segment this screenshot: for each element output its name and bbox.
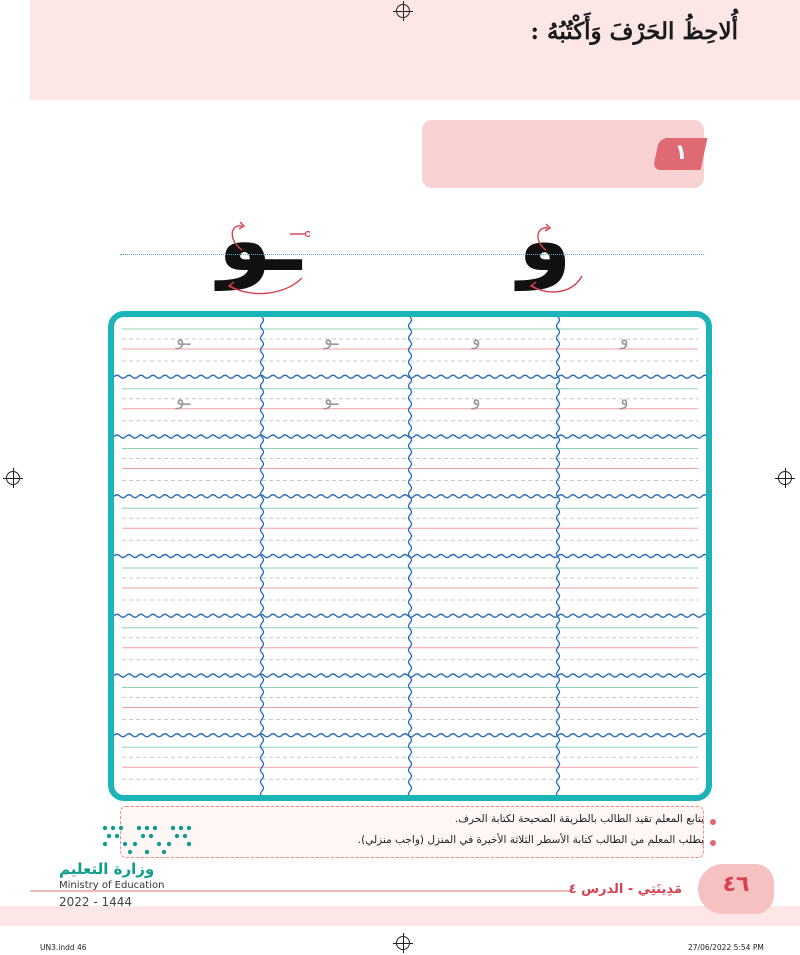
stroke-direction-arrow-icon <box>520 220 590 300</box>
teacher-note: يطلب المعلم من الطالب كتابة الأسطر الثلاثة الأخيرة في المنزل (واجب منزلي). <box>357 834 704 846</box>
practice-grid <box>108 311 712 801</box>
registration-mark-icon <box>396 936 410 950</box>
exercise-title: أُلاحِظُ الحَرْفَ وَأَكْتُبُهُ : <box>530 18 738 45</box>
letter-baseline <box>120 254 704 255</box>
unit-title: مَدِينَتِي - الدرس ٤ <box>568 882 682 897</box>
ministry-name-english: Ministry of Education <box>59 880 165 891</box>
traced-letter: و <box>472 388 481 410</box>
edition-year: 2022 - 1444 <box>59 895 133 909</box>
traced-letter: ـو <box>324 388 339 410</box>
traced-letter: و <box>472 329 481 350</box>
traced-letter: ـو <box>324 329 339 350</box>
registration-mark-icon <box>778 471 792 485</box>
practice-grid-lines <box>114 317 706 795</box>
traced-letter: ـو <box>176 388 191 410</box>
print-slug-file: UN3.indd 46 <box>40 943 87 952</box>
note-bullet-icon <box>710 840 716 846</box>
page-number: ٤٦ <box>722 872 750 897</box>
traced-letter: و <box>620 388 629 410</box>
model-letter-isolated: و <box>518 191 572 291</box>
ministry-logo-icon <box>95 822 195 858</box>
traced-letter: ـو <box>176 329 191 350</box>
model-letter-connected: ـو <box>218 191 302 291</box>
exercise-number: ١ <box>674 140 688 164</box>
teacher-note: يتابع المعلم تقيد الطالب بالطريقة الصحيحة لكتابة الحرف. <box>454 813 704 825</box>
top-pink-band <box>30 0 800 100</box>
ministry-name-arabic: وزارة التعليم <box>59 860 155 878</box>
stroke-direction-arrow-icon <box>220 220 310 300</box>
traced-letter: و <box>620 329 629 350</box>
print-slug-datetime: 27/06/2022 5:54 PM <box>688 943 764 952</box>
bottom-pink-band <box>0 906 800 926</box>
registration-mark-icon <box>396 4 410 18</box>
registration-mark-icon <box>6 471 20 485</box>
note-bullet-icon <box>710 819 716 825</box>
